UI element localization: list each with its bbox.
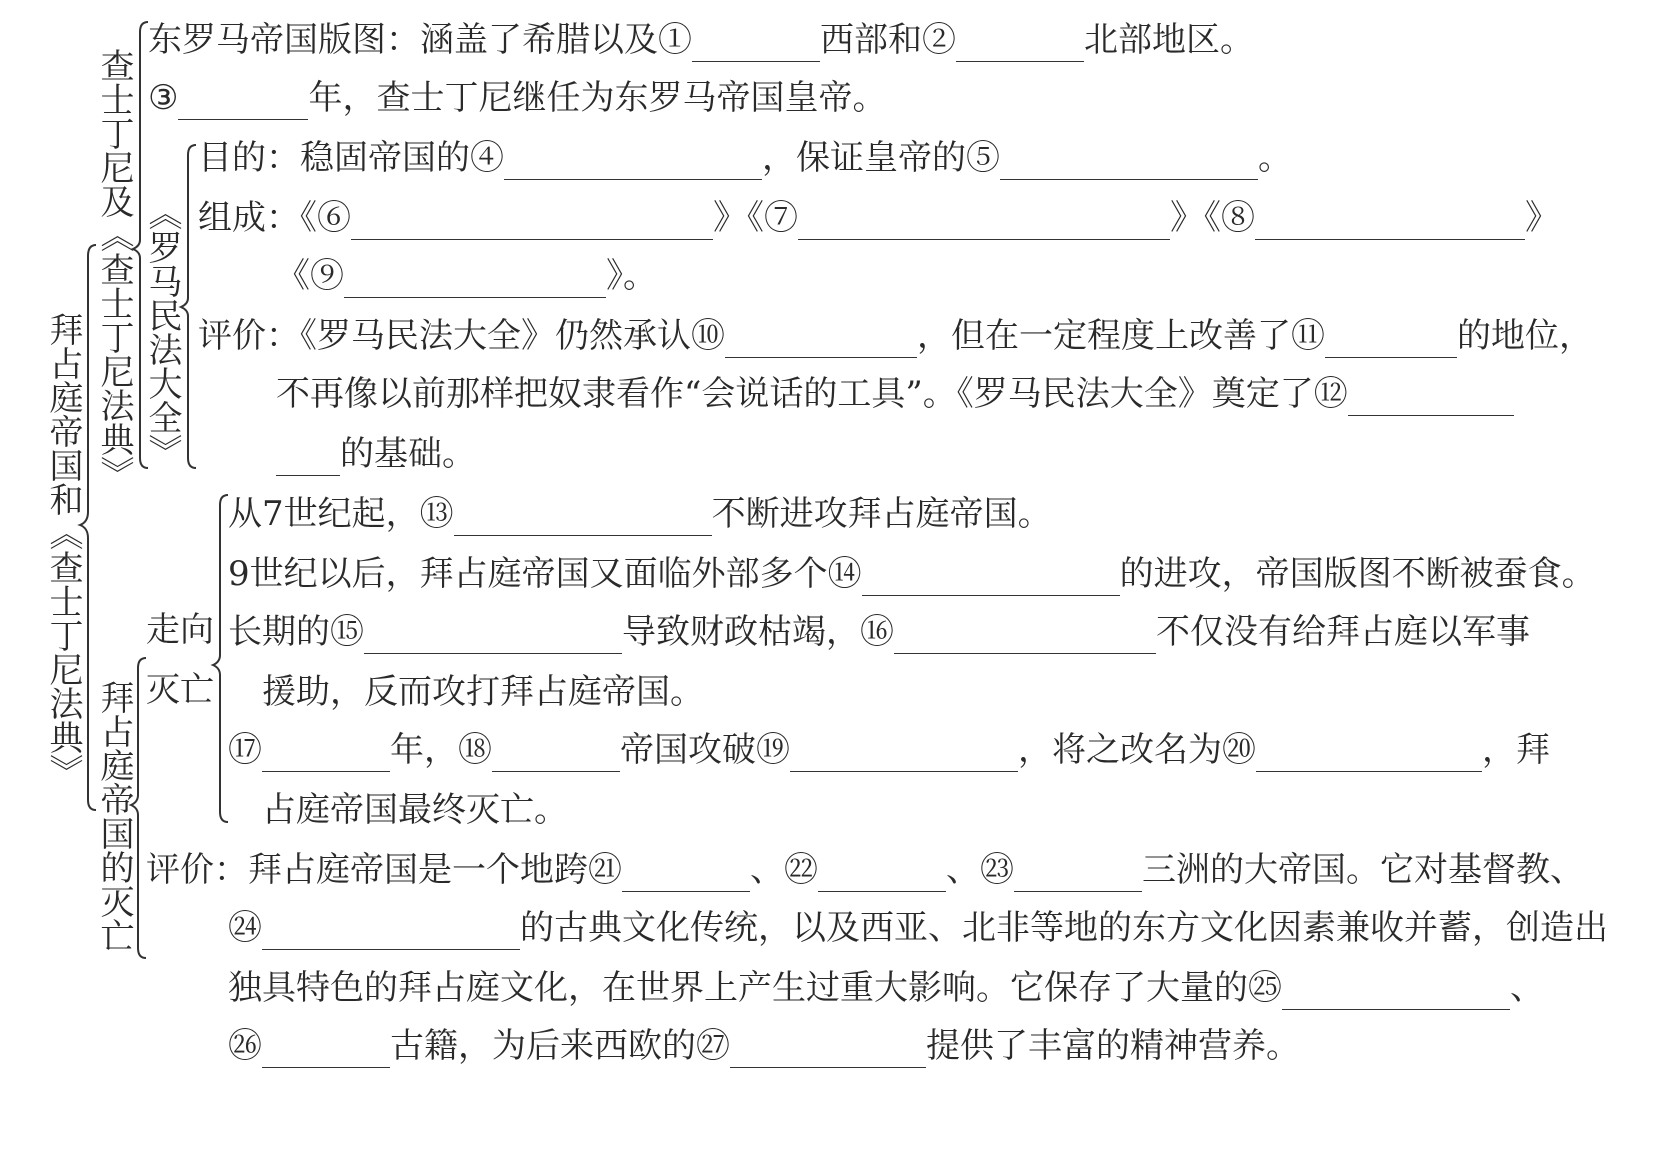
text: 的基础。 [340,434,476,474]
text: 不仅没有给拜占庭以军事 [1156,612,1530,652]
brace-corpus [181,145,196,468]
subsection-label-decline-b: 灭亡 [146,670,214,710]
blank-21[interactable] [622,857,750,892]
text: ③ [148,78,179,118]
text: 》。 [606,256,657,296]
line-evaluation-empire-3 [228,966,1544,1010]
text: 年，⑱ [390,730,492,770]
text: 古籍，为后来西欧的㉗ [390,1026,730,1066]
blank-3[interactable] [178,85,308,120]
blank-20[interactable] [1256,737,1482,772]
line-evaluation-empire [146,848,1584,892]
text: 年，查士丁尼继任为东罗马帝国皇帝。 [308,78,887,118]
text: 不再像以前那样把奴隶看作“会说话的工具”。《罗马民法大全》奠定了⑫ [276,374,1348,414]
blank-5[interactable] [1000,145,1258,180]
blank-19[interactable] [790,737,1018,772]
text: 、 [1510,968,1544,1008]
subsection-label-decline-a: 走向 [146,610,214,650]
text: ，拜 [1482,730,1550,770]
text: 三洲的大帝国。它对基督教、 [1142,850,1584,890]
blank-14[interactable] [862,561,1120,596]
blank-11[interactable] [1325,323,1457,358]
text: 、㉒ [750,850,818,890]
root-label: 拜占庭帝国和《查士丁尼法典》 [43,312,83,788]
line-conquest [228,728,1550,772]
text: 帝国攻破⑲ [620,730,790,770]
line-conquest-cont [262,788,568,832]
line-composition-cont [276,254,657,298]
line-evaluation-corpus [198,314,1593,358]
text: 援助，反而攻打拜占庭帝国。 [262,672,704,712]
blank-26[interactable] [262,1033,390,1068]
text: 占庭帝国最终灭亡。 [262,790,568,830]
blank-12a[interactable] [1348,381,1514,416]
text: 评价：《罗马民法大全》仍然承认⑩ [198,316,725,356]
text: ㉖ [228,1026,262,1066]
text: 的古典文化传统，以及西亚、北非等地的东方文化因素兼收并蓄，创造出 [520,908,1608,948]
line-finance [228,610,1530,654]
text: 的进攻，帝国版图不断被蚕食。 [1119,554,1596,594]
text: 北部地区。 [1084,20,1254,60]
text: 西部和② [820,20,956,60]
text: 目的：稳固帝国的④ [198,138,504,178]
line-empire-territory [148,18,1254,62]
text: ㉔ [228,908,262,948]
text: 、㉓ [946,850,1014,890]
text: 导致财政枯竭，⑯ [622,612,894,652]
text: 的地位， [1457,316,1593,356]
blank-18[interactable] [492,737,620,772]
blank-16[interactable] [894,619,1156,654]
brace-root [80,245,96,810]
text: 组成：《⑥ [198,198,351,238]
text: 》 [1525,198,1559,238]
blank-12b[interactable] [276,441,340,476]
blank-2[interactable] [956,27,1084,62]
line-composition [198,196,1559,240]
blank-10[interactable] [725,323,917,358]
text: 长期的⑮ [228,612,364,652]
blank-23[interactable] [1014,857,1142,892]
blank-9[interactable] [344,263,606,298]
section-label-fall: 拜占庭帝国的灭亡 [94,680,134,952]
text: 。 [1258,138,1292,178]
brace-decline [213,495,228,822]
text: 不断进攻拜占庭帝国。 [711,494,1052,534]
text: 》《⑧ [1170,198,1255,238]
text: ，但在一定程度上改善了⑪ [917,316,1325,356]
line-7th-century [228,492,1052,536]
text: 从7世纪起，⑬ [228,494,454,534]
text: ，将之改名为⑳ [1018,730,1256,770]
brace-justinian [133,22,148,468]
blank-17[interactable] [262,737,390,772]
text: 《⑨ [276,256,344,296]
blank-13[interactable] [454,501,712,536]
line-evaluation-corpus-end [276,432,476,476]
blank-25[interactable] [1282,975,1510,1010]
subsection-label-corpus: 《罗马民法大全》 [142,196,182,468]
blank-7[interactable] [798,205,1170,240]
text: 评价：拜占庭帝国是一个地跨㉑ [146,850,622,890]
text: 东罗马帝国版图：涵盖了希腊以及① [148,20,692,60]
line-evaluation-empire-4 [228,1024,1300,1068]
blank-8[interactable] [1255,205,1525,240]
text: 9世纪以后，拜占庭帝国又面临外部多个⑭ [228,554,862,594]
line-9th-century [228,552,1596,596]
text: ⑰ [228,730,262,770]
text: 提供了丰富的精神营养。 [926,1026,1300,1066]
line-purpose [198,136,1292,180]
blank-6[interactable] [351,205,713,240]
line-evaluation-empire-2 [228,906,1608,950]
line-finance-cont [262,670,704,714]
text: 》《⑦ [713,198,798,238]
section-label-justinian: 查士丁尼及《查士丁尼法典》 [94,48,134,490]
brace-fall [131,658,146,958]
blank-1[interactable] [692,27,820,62]
text: ，保证皇帝的⑤ [762,138,1000,178]
line-evaluation-corpus-cont [276,372,1514,416]
line-justinian-accession [148,76,886,120]
blank-15[interactable] [364,619,622,654]
blank-24[interactable] [262,915,520,950]
blank-22[interactable] [818,857,946,892]
blank-27[interactable] [730,1033,926,1068]
blank-4[interactable] [504,145,762,180]
text: 独具特色的拜占庭文化，在世界上产生过重大影响。它保存了大量的㉕ [228,968,1282,1008]
